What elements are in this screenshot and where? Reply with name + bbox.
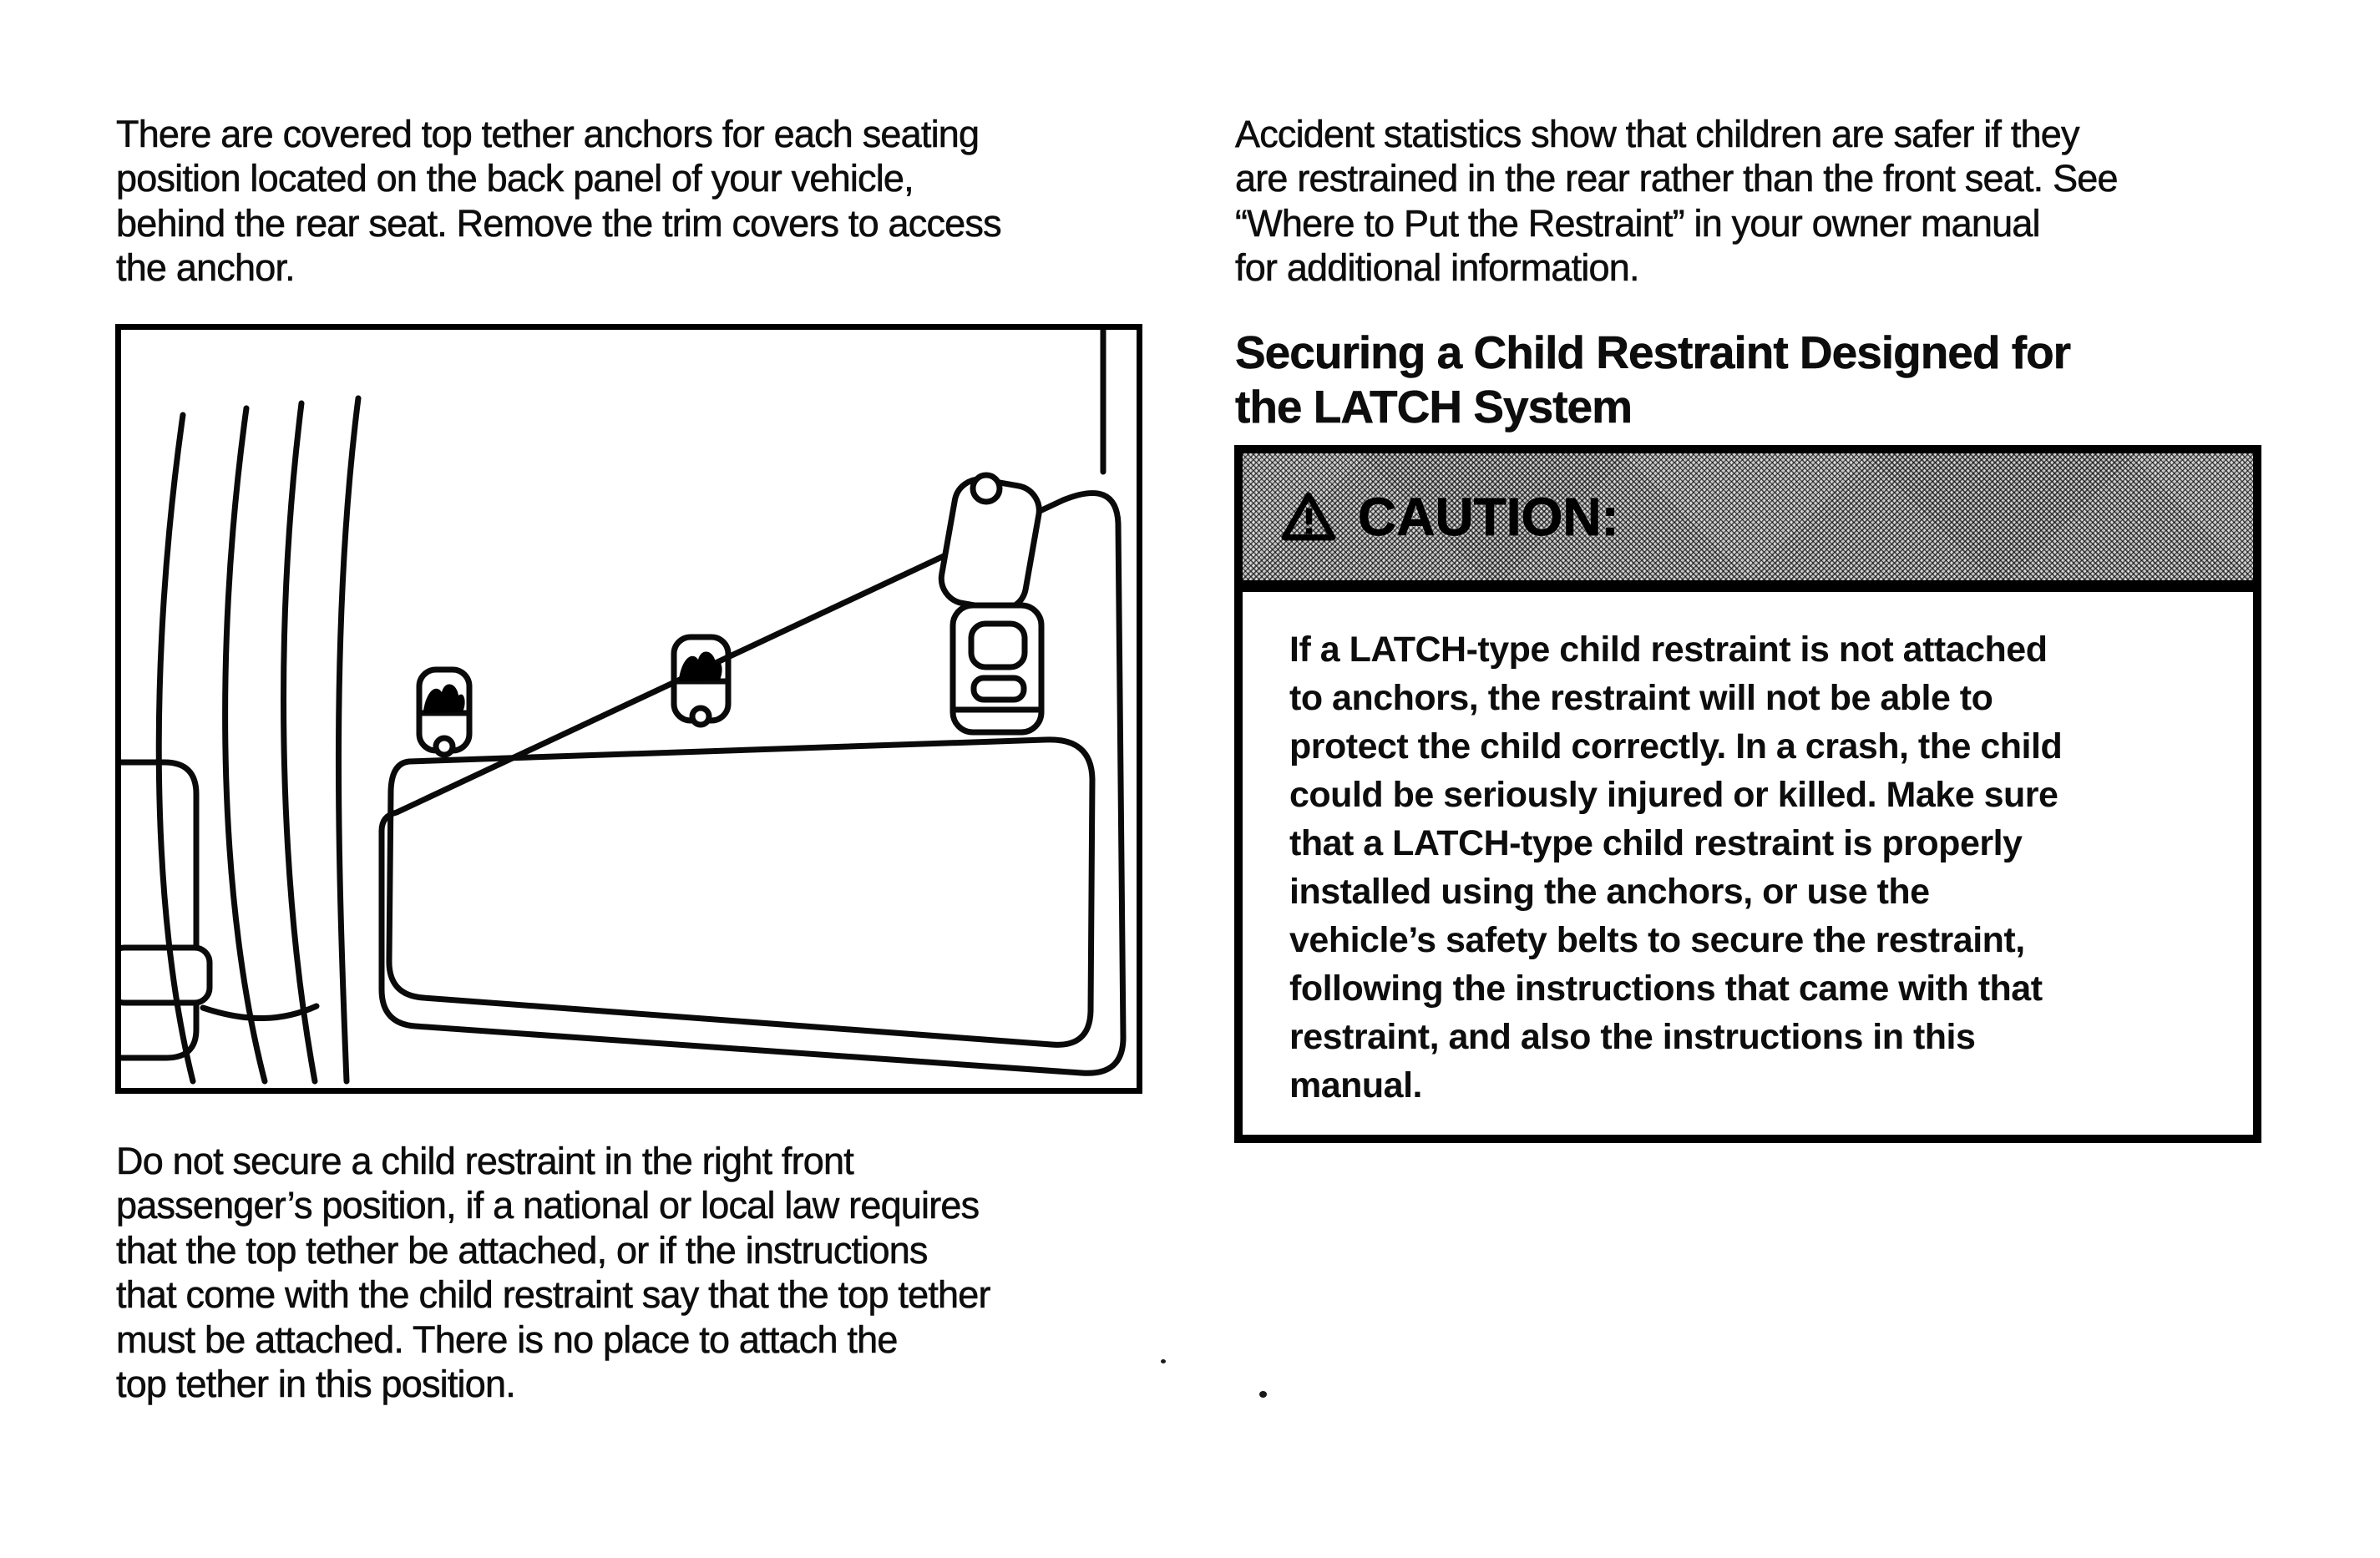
text-line: restraint, and also the instructions in this bbox=[1289, 1017, 1976, 1057]
pillar-curve-bridge bbox=[203, 1006, 316, 1019]
caution-label: CAUTION: bbox=[1358, 487, 1619, 547]
text-line: that a LATCH-type child restraint is properly bbox=[1289, 823, 2023, 863]
text-line: must be attached. There is no place to attach the bbox=[116, 1318, 898, 1361]
cover-hinge-button bbox=[973, 475, 1000, 502]
warning-triangle-icon bbox=[1281, 492, 1336, 542]
text-line: If a LATCH-type child restraint is not attached bbox=[1289, 630, 2048, 670]
text-line: “Where to Put the Restraint” in your owner manual bbox=[1235, 201, 2040, 245]
text-line: protect the child correctly. In a crash, the child bbox=[1289, 726, 2063, 766]
child-seat-symbol bbox=[423, 685, 465, 713]
heading-line: the LATCH System bbox=[1235, 381, 1632, 432]
pillar-curve bbox=[225, 408, 265, 1081]
text-line: installed using the anchors, or use the bbox=[1289, 872, 1930, 912]
trim-bar bbox=[389, 740, 1092, 1045]
text-line: could be seriously injured or killed. Make sure bbox=[1289, 775, 2058, 815]
pillar-curve bbox=[159, 415, 193, 1081]
text-line: vehicle’s safety belts to secure the restraint, bbox=[1289, 920, 2025, 960]
child-seat-symbol bbox=[679, 652, 722, 681]
text-line: to anchors, the restraint will not be able to bbox=[1289, 678, 1993, 718]
text-line: There are covered top tether anchors for each seating bbox=[116, 113, 980, 155]
anchor-cover-button bbox=[692, 708, 709, 725]
caution-title-row bbox=[1281, 453, 1619, 580]
text-line: are restrained in the rear rather than the front seat. See bbox=[1235, 157, 2118, 200]
caution-body-text bbox=[1243, 592, 2253, 1110]
text-line: the anchor. bbox=[116, 246, 295, 290]
pillar-curve bbox=[284, 403, 315, 1081]
text-line: manual. bbox=[1289, 1065, 1422, 1105]
text-line: following the instructions that came with that bbox=[1289, 969, 2043, 1009]
section-heading-latch-system bbox=[1235, 326, 2070, 434]
scan-speck bbox=[1259, 1391, 1267, 1398]
figure-rear-panel-anchors bbox=[115, 324, 1142, 1094]
heading-line: Securing a Child Restraint Designed for bbox=[1235, 326, 2071, 378]
text-line: top tether in this position. bbox=[116, 1362, 515, 1405]
scan-speck bbox=[1161, 1359, 1166, 1363]
text-line: Accident statistics show that children are safer if they bbox=[1235, 113, 2079, 155]
paragraph-do-not-secure bbox=[116, 1139, 990, 1406]
paragraph-accident-statistics bbox=[1235, 112, 2118, 291]
paragraph-top-tether-anchors bbox=[116, 112, 1001, 291]
text-line: passenger’s position, if a national or local law requires bbox=[116, 1184, 980, 1227]
text-line: behind the rear seat. Remove the trim covers to access bbox=[116, 201, 1001, 245]
text-line: that come with the child restraint say that the top tether bbox=[116, 1273, 990, 1317]
armrest-band bbox=[121, 948, 210, 1003]
text-line: that the top tether be attached, or if the instructions bbox=[116, 1228, 928, 1272]
rear-panel-line-drawing bbox=[121, 330, 1137, 1088]
caution-header-halftone bbox=[1243, 453, 2253, 592]
text-line: for additional information. bbox=[1235, 246, 1639, 290]
pillar-curve bbox=[338, 398, 358, 1081]
text-line: Do not secure a child restraint in the right front bbox=[116, 1140, 853, 1182]
anchor-cover-button bbox=[436, 738, 453, 755]
caution-box bbox=[1234, 445, 2261, 1143]
text-line: position located on the back panel of your vehicle, bbox=[116, 157, 914, 200]
